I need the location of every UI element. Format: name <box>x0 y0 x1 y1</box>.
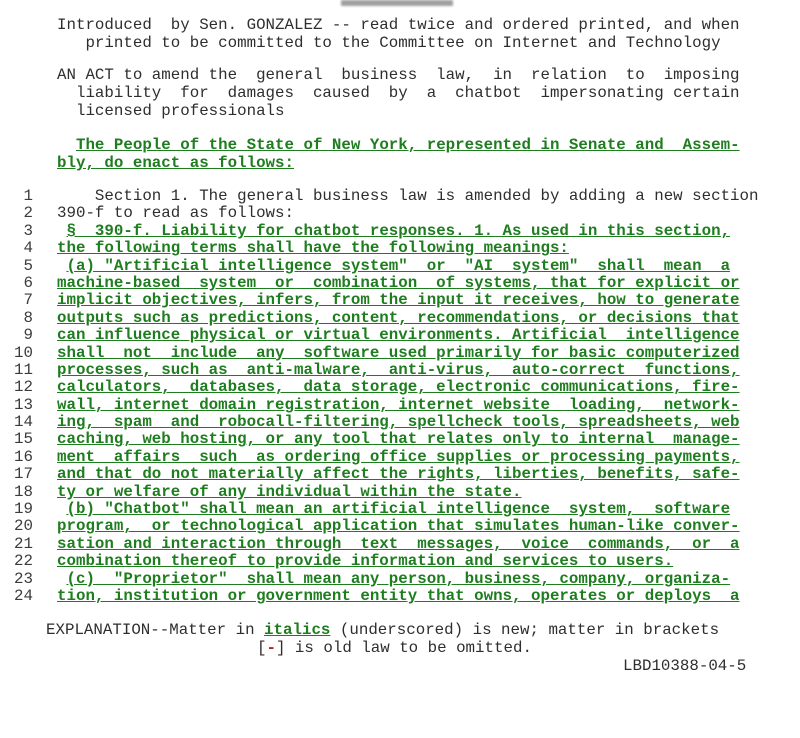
bill-line <box>0 345 800 362</box>
enacting-line <box>57 136 740 154</box>
line-text: (a) "Artificial intelligence system" or "AI system" shall mean a <box>66 256 731 275</box>
bill-line <box>0 571 800 588</box>
line-text: 390-f to read as follows: <box>57 204 294 223</box>
line-number: 6 <box>23 273 33 292</box>
line-number: 7 <box>23 291 33 310</box>
intro-line: Introduced by Sen. GONZALEZ -- read twice and ordered printed, and when <box>57 16 740 34</box>
line-text: wall, internet domain registration, internet website loading, network- <box>57 395 740 414</box>
line-text: machine-based system or combination of systems, that for explicit or <box>57 273 740 292</box>
line-text: the following terms shall have the following meanings: <box>57 239 569 258</box>
line-text: program, or technological application that simulates human-like conver- <box>57 517 740 536</box>
bill-line <box>0 397 800 414</box>
bill-line <box>0 362 800 379</box>
act-line: licensed professionals <box>57 102 285 120</box>
line-text: tion, institution or government entity that owns, operates or deploys a <box>57 586 740 605</box>
bill-line <box>0 258 800 275</box>
line-number: 22 <box>14 552 33 571</box>
line-number: 17 <box>14 465 33 484</box>
line-number: 2 <box>23 204 33 223</box>
bill-line <box>0 466 800 483</box>
line-text: caching, web hosting, or any tool that relates only to internal manage- <box>57 430 740 449</box>
line-text: ing, spam and robocall-filtering, spellcheck tools, spreadsheets, web <box>57 413 740 432</box>
bracket-open: [ <box>257 639 267 657</box>
enacting-text: The People of the State of New York, represented in Senate and Assem- <box>75 136 740 154</box>
bill-line <box>0 501 800 518</box>
line-text: implicit objectives, infers, from the input it receives, how to generate <box>57 291 740 310</box>
old-matter-dash: - <box>266 639 276 657</box>
line-text: § 390-f. Liability for chatbot responses. 1. As used in this section, <box>66 221 731 240</box>
line-text: sation and interaction through text messages, voice commands, or a <box>57 534 740 553</box>
line-number: 18 <box>14 482 33 501</box>
explanation-note-line2 <box>257 639 532 657</box>
line-text: calculators, databases, data storage, electronic communications, fire- <box>57 378 740 397</box>
explanation-note <box>46 621 719 639</box>
body-lines <box>0 188 800 605</box>
line-number: 16 <box>14 447 33 466</box>
enacting-clause <box>57 136 740 172</box>
line-number: 19 <box>14 500 33 519</box>
line-number: 1 <box>23 187 33 205</box>
line-number: 15 <box>14 430 33 449</box>
explanation-italics-word: italics <box>264 621 331 639</box>
bill-line <box>0 205 800 222</box>
bill-line <box>0 327 800 344</box>
bill-line <box>0 414 800 431</box>
bill-line <box>0 431 800 448</box>
line-text: ment affairs such as ordering office supplies or processing payments, <box>57 447 740 466</box>
act-line: AN ACT to amend the general business law, in relation to imposing <box>57 66 740 84</box>
explanation-text: (underscored) is new; matter in brackets <box>330 621 720 639</box>
line-number: 5 <box>23 256 33 275</box>
bill-line <box>0 188 800 205</box>
bill-line <box>0 518 800 535</box>
line-number: 9 <box>23 326 33 345</box>
explanation-text: EXPLANATION--Matter in <box>46 621 265 639</box>
line-text: processes, such as anti-malware, anti-virus, auto-correct functions, <box>57 360 740 379</box>
bill-line <box>0 449 800 466</box>
line-number: 24 <box>14 586 33 605</box>
bill-line <box>0 240 800 257</box>
bill-line <box>0 484 800 501</box>
line-number: 10 <box>14 343 33 362</box>
cropped-heading-bar <box>341 0 453 6</box>
line-text: can influence physical or virtual environments. Artificial intelligence <box>57 326 740 345</box>
line-number: 8 <box>23 308 33 327</box>
line-number: 13 <box>14 395 33 414</box>
bill-line <box>0 553 800 570</box>
line-text: ty or welfare of any individual within the state. <box>57 482 522 501</box>
act-clause <box>57 66 740 120</box>
explanation-text: ] is old law to be omitted. <box>275 639 532 657</box>
bill-line <box>0 275 800 292</box>
line-number: 21 <box>14 534 33 553</box>
bill-line <box>0 292 800 309</box>
bill-line <box>0 379 800 396</box>
intro-line: printed to be committed to the Committee on Internet and Technology <box>57 34 721 52</box>
line-number: 14 <box>14 413 33 432</box>
line-text: Section 1. The general business law is amended by adding a new section <box>94 187 759 205</box>
bill-line <box>0 223 800 240</box>
line-number: 20 <box>14 517 33 536</box>
line-number: 4 <box>23 239 33 258</box>
lbd-number: LBD10388-04-5 <box>623 657 747 675</box>
bill-line <box>0 310 800 327</box>
bill-line <box>0 536 800 553</box>
line-text: (b) "Chatbot" shall mean an artificial intelligence system, software <box>66 500 731 519</box>
line-text: shall not include any software used primarily for basic computerized <box>57 343 740 362</box>
line-number: 23 <box>14 569 33 588</box>
line-text: combination thereof to provide information and services to users. <box>57 552 674 571</box>
bill-line <box>0 588 800 605</box>
line-text: (c) "Proprietor" shall mean any person, business, company, organiza- <box>66 569 731 588</box>
line-number: 11 <box>14 360 33 379</box>
intro-clause <box>57 16 740 52</box>
line-number: 3 <box>23 221 33 240</box>
enacting-line <box>57 154 740 172</box>
enacting-text: bly, do enact as follows: <box>57 154 294 172</box>
act-line: liability for damages caused by a chatbot impersonating certain <box>57 84 740 102</box>
line-text: outputs such as predictions, content, recommendations, or decisions that <box>57 308 740 327</box>
line-text: and that do not materially affect the rights, liberties, benefits, safe- <box>57 465 740 484</box>
line-number: 12 <box>14 378 33 397</box>
